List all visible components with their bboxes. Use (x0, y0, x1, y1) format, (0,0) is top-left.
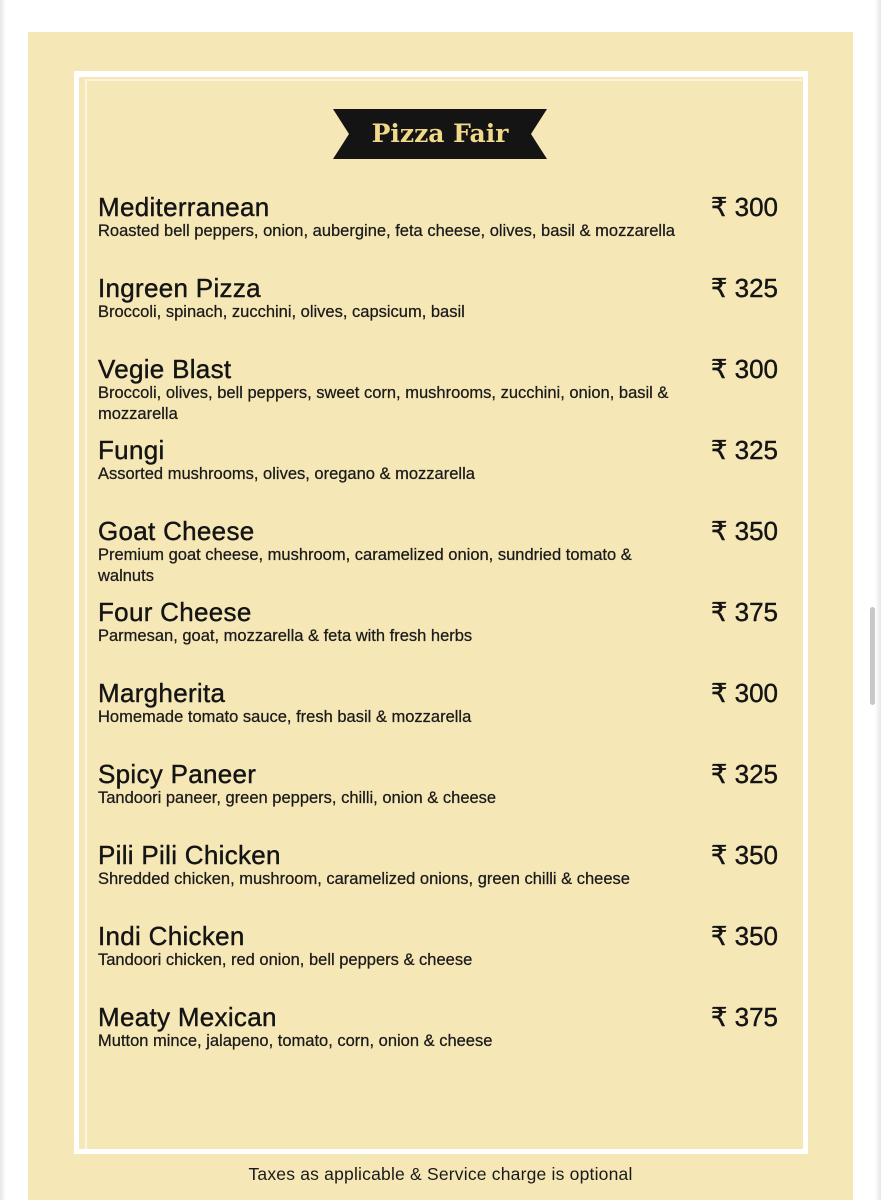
menu-item-price: ₹ 350 (710, 921, 778, 951)
menu-item-name: Ingreen Pizza (98, 273, 261, 303)
menu-item-price: ₹ 300 (710, 354, 778, 384)
menu-title: Pizza Fair (371, 119, 509, 148)
menu-item-description: Tandoori paneer, green peppers, chilli, onion & cheese (98, 789, 497, 807)
footer-note: Taxes as applicable & Service charge is optional (248, 1164, 633, 1184)
menu-item-price: ₹ 375 (710, 1002, 778, 1032)
menu-item-description: Roasted bell peppers, onion, aubergine, feta cheese, olives, basil & mozzarella (98, 222, 675, 240)
menu-item-price: ₹ 325 (710, 273, 778, 303)
menu-item-name: Margherita (98, 678, 226, 708)
menu-item-description: Broccoli, olives, bell peppers, sweet corn, mushrooms, zucchini, onion, basil & mozzarella (98, 384, 669, 423)
menu-item-price: ₹ 325 (710, 759, 778, 789)
menu-item-price: ₹ 300 (710, 678, 778, 708)
menu-item-name: Four Cheese (98, 597, 252, 627)
menu-item-price: ₹ 350 (710, 516, 778, 546)
scrollbar-thumb[interactable] (870, 607, 875, 705)
menu-item-price: ₹ 325 (710, 435, 778, 465)
menu-item-name: Mediterranean (98, 192, 270, 222)
menu-item-price: ₹ 375 (710, 597, 778, 627)
menu-item-description: Mutton mince, jalapeno, tomato, corn, onion & cheese (98, 1032, 493, 1050)
menu-item-name: Goat Cheese (98, 516, 255, 546)
menu-item-name: Vegie Blast (98, 354, 232, 384)
menu-item-price: ₹ 350 (710, 840, 778, 870)
menu-item-name: Spicy Paneer (98, 759, 257, 789)
menu-item-description: Shredded chicken, mushroom, caramelized onions, green chilli & cheese (98, 870, 630, 888)
menu-item-name: Indi Chicken (98, 921, 245, 951)
menu-item-description: Premium goat cheese, mushroom, caramelized onion, sundried tomato & walnuts (98, 546, 632, 585)
title-banner (333, 109, 547, 159)
menu-item-name: Pili Pili Chicken (98, 840, 281, 870)
menu-item-description: Broccoli, spinach, zucchini, olives, capsicum, basil (98, 303, 465, 321)
menu-item-description: Tandoori chicken, red onion, bell peppers & cheese (98, 951, 473, 969)
menu-item-name: Meaty Mexican (98, 1002, 277, 1032)
menu-item-description: Parmesan, goat, mozzarella & feta with fresh herbs (98, 627, 473, 645)
menu-item-name: Fungi (98, 435, 165, 465)
page-edge-left (0, 0, 6, 1200)
page-edge-right (875, 0, 881, 1200)
menu-sheet (28, 32, 853, 1200)
menu-item-description: Homemade tomato sauce, fresh basil & mozzarella (98, 708, 472, 726)
menu-item-price: ₹ 300 (710, 192, 778, 222)
menu-item-description: Assorted mushrooms, olives, oregano & mozzarella (98, 465, 475, 483)
